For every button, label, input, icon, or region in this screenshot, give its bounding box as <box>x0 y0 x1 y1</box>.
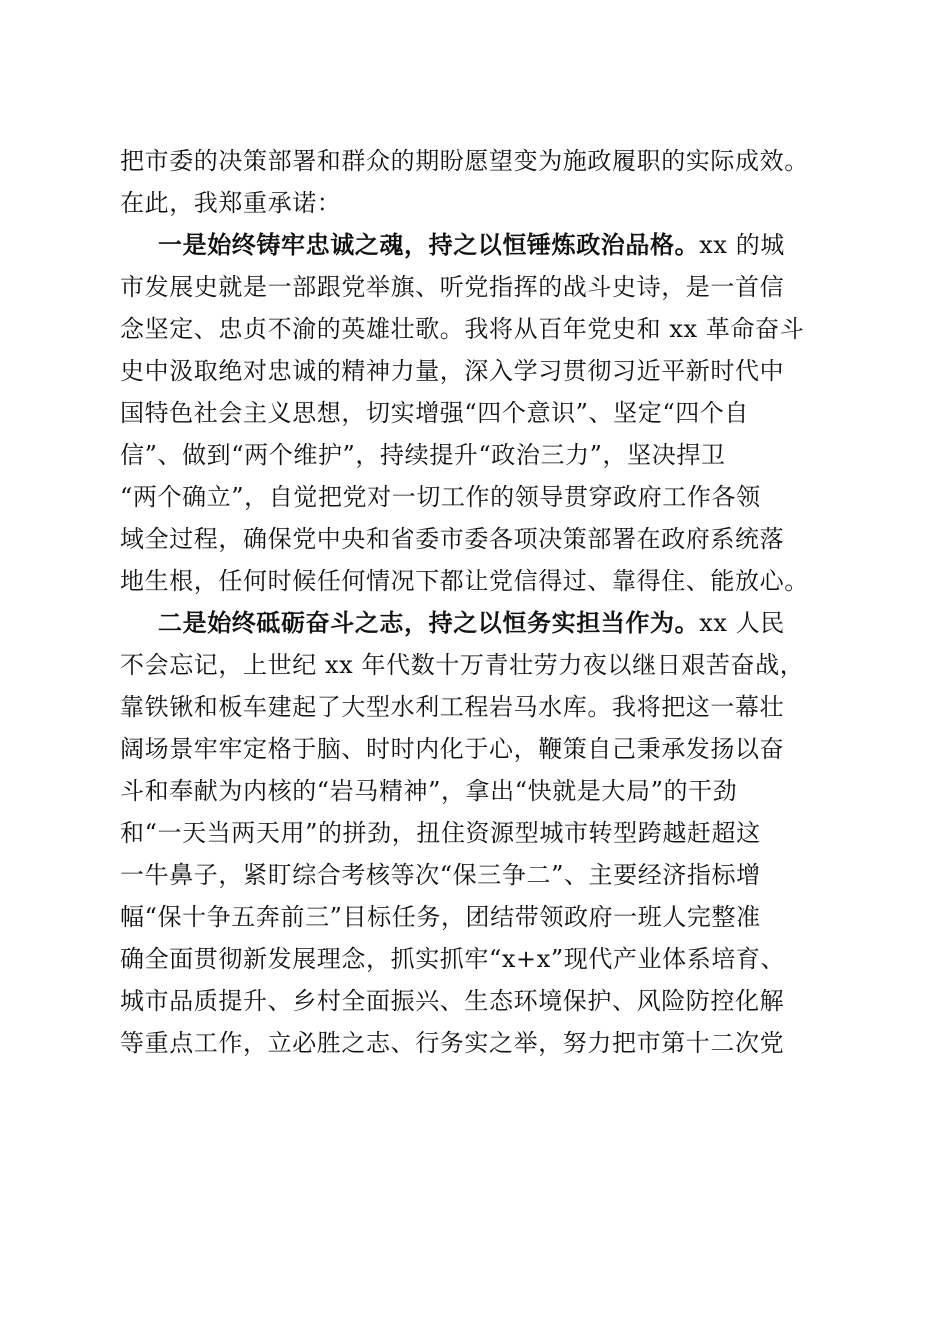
body-line: 靠铁锹和板车建起了大型水利工程岩马水库。我将把这一幕壮 <box>120 693 785 721</box>
body-line: 把市委的决策部署和群众的期盼愿望变为施政履职的实际成效。 <box>120 147 809 175</box>
section-2-heading: 二是始终砥砺奋斗之志，持之以恒务实担当作为。 <box>158 608 700 637</box>
body-line: 史中汲取绝对忠诚的精神力量，深入学习贯彻习近平新时代中 <box>120 357 785 385</box>
section-1-first-line <box>120 224 840 266</box>
section-1-first-line-rest: xx 的城 <box>699 231 785 259</box>
body-line: 念坚定、忠贞不渝的英雄壮歌。我将从百年党史和 xx 革命奋斗 <box>120 315 805 343</box>
section-1-heading: 一是始终铸牢忠诚之魂，持之以恒锤炼政治品格。 <box>158 230 700 259</box>
body-line: 城市品质提升、乡村全面振兴、生态环境保护、风险防控化解 <box>120 987 785 1015</box>
body-line: 和“一天当两天用”的拼劲，扭住资源型城市转型跨越赶超这 <box>120 819 761 847</box>
section-2-first-line-rest: xx 人民 <box>699 609 785 637</box>
body-line: 域全过程，确保党中央和省委市委各项决策部署在政府系统落 <box>120 525 785 553</box>
body-line: 斗和奉献为内核的“岩马精神”，拿出“快就是大局”的干劲 <box>120 777 738 805</box>
body-line: 确全面贯彻新发展理念，抓实抓牢“x+x”现代产业体系培育、 <box>120 945 786 973</box>
body-line: 信”、做到“两个维护”，持续提升“政治三力”，坚决捍卫 <box>120 441 726 469</box>
body-line: 幅“保十争五奔前三”目标任务，团结带领政府一班人完整准 <box>120 903 761 931</box>
section-2-first-line <box>120 602 840 644</box>
body-line: 市发展史就是一部跟党举旗、听党指挥的战斗史诗，是一首信 <box>120 273 785 301</box>
document-body <box>120 140 840 1064</box>
body-line: 等重点工作，立必胜之志、行务实之举，努力把市第十二次党 <box>120 1029 785 1057</box>
body-line: 一牛鼻子，紧盯综合考核等次“保三争二”、主要经济指标增 <box>120 861 761 889</box>
body-line: 不会忘记，上世纪 xx 年代数十万青壮劳力夜以继日艰苦奋战， <box>120 651 805 679</box>
body-line: 在此，我郑重承诺： <box>120 189 342 217</box>
body-line: “两个确立”，自觉把党对一切工作的领导贯穿政府工作各领 <box>120 483 761 511</box>
body-line: 地生根，任何时候任何情况下都让党信得过、靠得住、能放心。 <box>120 567 809 595</box>
body-line: 国特色社会主义思想，切实增强“四个意识”、坚定“四个自 <box>120 399 750 427</box>
body-line: 阔场景牢牢定格于脑、时时内化于心，鞭策自己秉承发扬以奋 <box>120 735 785 763</box>
